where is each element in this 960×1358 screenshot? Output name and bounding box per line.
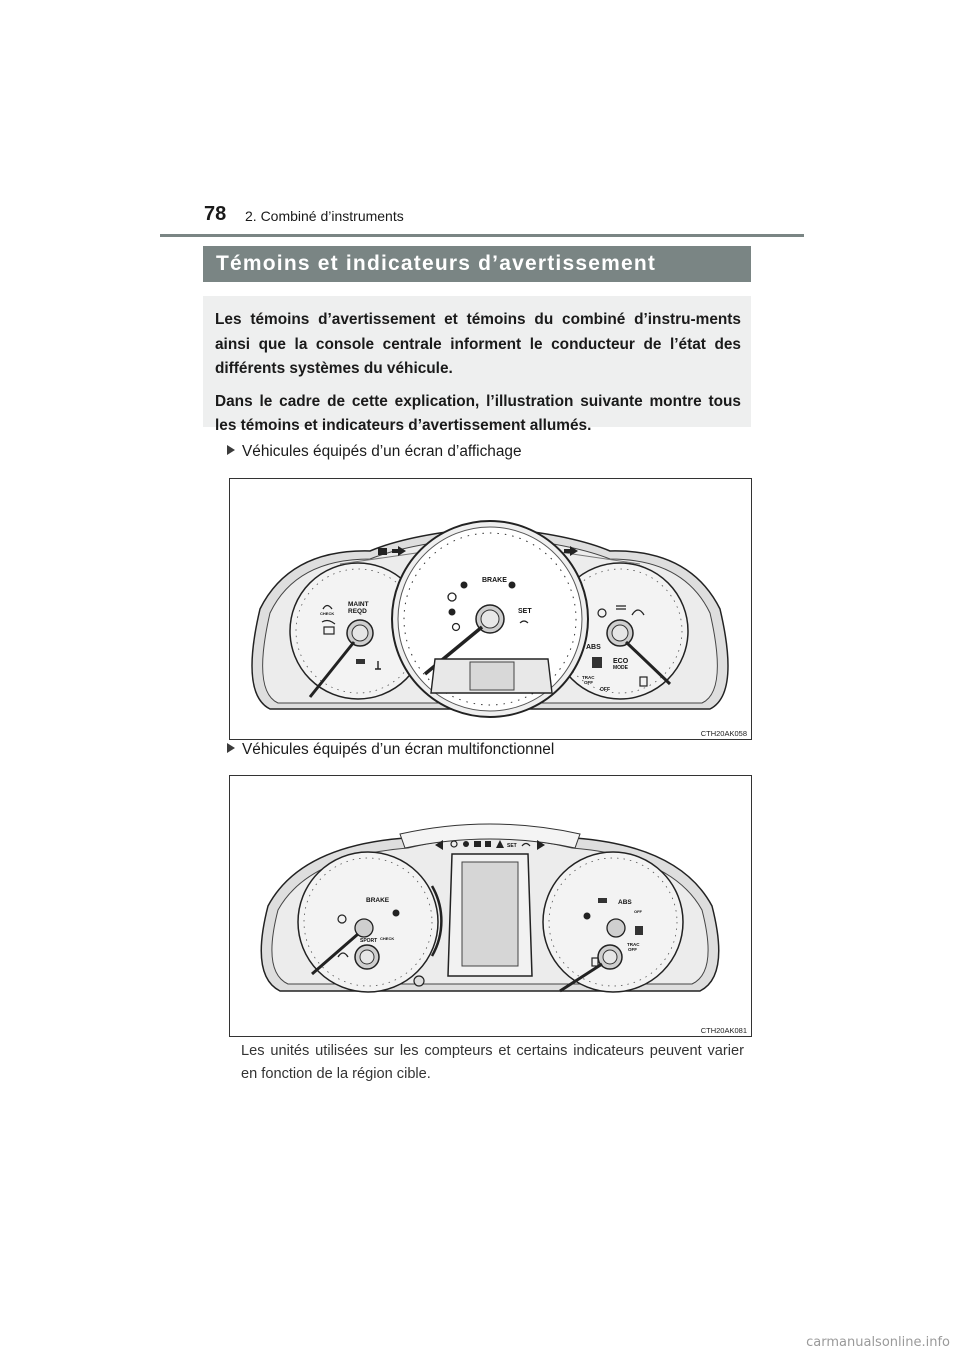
instrument-cluster-illustration-2 <box>230 776 751 1036</box>
abs-indicator: ABS <box>586 644 601 651</box>
trac-off-indicator-2: OFF <box>584 680 593 685</box>
intro-paragraph-2: Dans le cadre de cette explication, l’illustration suivante montre tous les témoins et indicateurs d’avertissement allumés. <box>215 392 741 434</box>
footnote: Les unités utilisées sur les compteurs et certains indicateurs peuvent varier en fonction de la région cible. <box>241 1043 744 1082</box>
eco-mode-indicator: ECO <box>613 658 629 665</box>
seatbelt-icon <box>584 913 591 920</box>
bullet-display-screen <box>227 443 522 461</box>
intro-paragraph-1: Les témoins d’avertissement et témoins du combiné d’instru-ments ainsi que la console centrale informent le conducteur de l’état des différents systèmes du véhicule. <box>215 311 741 377</box>
brake-indicator: BRAKE <box>366 897 390 904</box>
check-engine-label: CHECK <box>380 936 395 941</box>
mid-screen <box>462 862 518 966</box>
page-number: 78 <box>204 203 227 225</box>
check-engine-label: CHECK <box>320 611 335 616</box>
maint-reqd-indicator: MAINT <box>348 601 369 608</box>
srs-airbag-icon <box>449 609 456 616</box>
seatbelt-icon <box>461 582 468 589</box>
abs-indicator: ABS <box>618 899 632 906</box>
vsc-off-indicator: OFF <box>600 687 610 693</box>
fog-light-icon <box>463 841 469 847</box>
eco-mode-indicator-2: MODE <box>613 665 628 671</box>
trac-off-indicator: TRAC <box>627 942 640 947</box>
figure-code: CTH20AK058 <box>700 729 747 738</box>
passenger-seatbelt-icon <box>509 582 516 589</box>
eco-drive-icon <box>356 659 365 664</box>
right-upper-hub <box>607 919 625 937</box>
vsc-icon <box>592 657 602 668</box>
instrument-cluster-illustration-1 <box>230 479 751 739</box>
cluster-figure-2 <box>229 775 752 1037</box>
bullet-label: Véhicules équipés d’un écran multifonctionnel <box>242 741 555 758</box>
vsc-icon <box>635 926 643 935</box>
eco-drive-icon <box>598 898 607 903</box>
cruise-set-indicator: SET <box>518 608 532 615</box>
bullet-label: Véhicules équipés d’un écran d’affichage <box>242 443 522 460</box>
cruise-set-indicator: SET <box>507 843 517 849</box>
cluster-figure-1 <box>229 478 752 740</box>
triangle-bullet-icon <box>227 445 235 455</box>
srs-airbag-icon <box>393 910 400 917</box>
triangle-bullet-icon <box>227 743 235 753</box>
trac-off-indicator-2: OFF <box>628 947 637 952</box>
header-rule <box>160 234 804 237</box>
maint-reqd-indicator-2: REQD <box>348 608 367 615</box>
sport-indicator: SPORT <box>360 938 378 944</box>
brake-indicator: BRAKE <box>482 577 507 584</box>
bullet-multi-display <box>227 741 554 759</box>
section-label: 2. Combiné d’instruments <box>245 208 404 224</box>
trac-off-indicator: TRAC <box>582 675 595 680</box>
figure-code: CTH20AK081 <box>700 1026 747 1035</box>
vsc-off-indicator: OFF <box>634 909 642 914</box>
high-beam-icon <box>474 841 481 847</box>
watermark: carmanualsonline.info <box>806 1335 950 1350</box>
odometer-knob <box>414 976 424 986</box>
section-title: Témoins et indicateurs d’avertissement <box>203 246 751 282</box>
intro-box <box>203 296 751 434</box>
high-beam-icon <box>378 548 387 555</box>
headlight-icon <box>485 841 491 847</box>
